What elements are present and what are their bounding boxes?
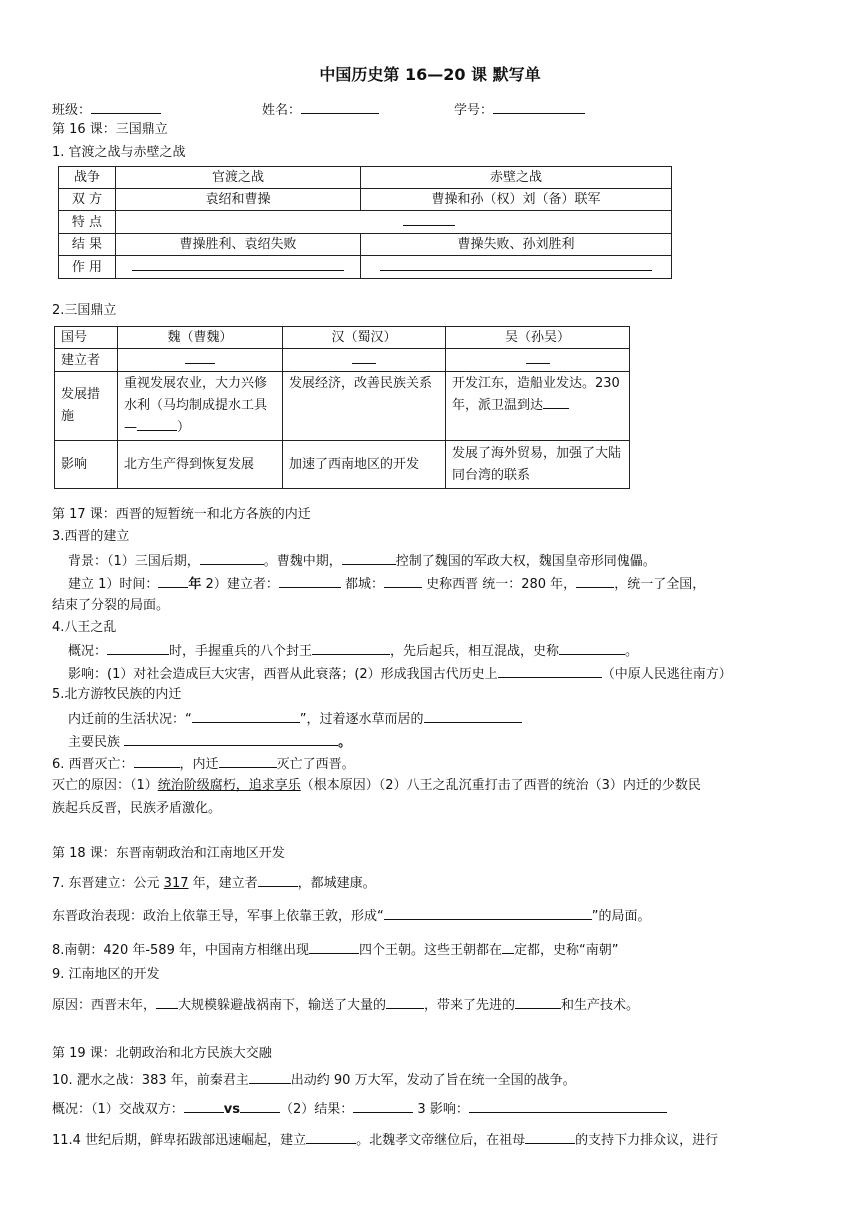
section-7-line: 7. 东晋建立：公元 317 年，建立者 ，都城建康。 <box>52 873 376 893</box>
han-founder-blank[interactable] <box>352 350 376 364</box>
blank[interactable] <box>384 906 592 920</box>
student-id-field <box>454 100 585 120</box>
lesson-18-heading: 第 18 课：东晋南朝政治和江南地区开发 <box>52 846 285 861</box>
cell-blank <box>283 349 446 372</box>
effect-guandu-blank[interactable] <box>132 257 344 271</box>
section-2-heading: 2.三国鼎立 <box>52 303 117 318</box>
section-11-line: 11.4 世纪后期，鲜卑拓跋部迅速崛起，建立 。北魏孝文帝继位后，在祖母 的支持下力排众议，进行 <box>52 1130 718 1150</box>
cell-value: 曹操失败、孙刘胜利 <box>361 234 672 256</box>
cell-blank <box>446 349 630 372</box>
cell-blank <box>116 256 361 279</box>
effect-chibi-blank[interactable] <box>380 257 652 271</box>
establish-line: 建立 1）时间： 年 2）建立者： 都城： 史称西晋 统一：280 年， ，统一了全国， <box>68 574 705 594</box>
cell-header: 国号 <box>55 327 118 349</box>
cell-value <box>446 372 630 441</box>
wu-founder-blank[interactable] <box>526 350 550 364</box>
establish-line-2: 结束了分裂的局面。 <box>52 598 170 613</box>
cell-header: 战争 <box>59 167 116 189</box>
blank[interactable] <box>576 574 614 588</box>
cell-label: 发展措施 <box>55 372 118 441</box>
blank[interactable] <box>306 1130 356 1144</box>
cell-label: 建立者 <box>55 349 118 372</box>
section-3-heading: 3.西晋的建立 <box>52 529 130 544</box>
cell-header: 官渡之战 <box>116 167 361 189</box>
section-8-line: 8.南朝：420 年-589 年，中国南方相继出现 四个王朝。这些王朝都在 定都，史称“南朝” <box>52 940 619 960</box>
wei-founder-blank[interactable] <box>185 350 215 364</box>
cell-value: 发展经济，改善民族关系 <box>283 372 446 441</box>
blank[interactable] <box>258 873 298 887</box>
cell-header: 吴（孙吴） <box>446 327 630 349</box>
blank[interactable] <box>192 709 300 723</box>
fall-reason-line: 灭亡的原因：（1）统治阶级腐朽，追求享乐（根本原因）（2）八王之乱沉重打击了西晋的统治（3）内迁的少数民 <box>52 778 701 793</box>
overview-line: 概况： 时，手握重兵的八个封王 ，先后起兵，相互混战，史称 。 <box>68 641 638 661</box>
blank[interactable] <box>240 1099 280 1113</box>
name-label: 姓名： <box>262 103 302 118</box>
blank[interactable] <box>219 754 277 768</box>
cell-blank <box>118 349 283 372</box>
blank[interactable] <box>353 1099 413 1113</box>
name-blank[interactable] <box>301 100 379 114</box>
blank[interactable] <box>525 1130 575 1144</box>
section-4-heading: 4.八王之乱 <box>52 620 117 635</box>
wei-tool-blank[interactable] <box>137 417 177 431</box>
blank[interactable] <box>200 551 264 565</box>
cell-value: 袁绍和曹操 <box>116 189 361 211</box>
page-title: 中国历史第 16—20 课 默写单 <box>319 65 541 84</box>
cell-value: 发展了海外贸易，加强了大陆同台湾的联系 <box>446 441 630 489</box>
blank[interactable] <box>134 754 180 768</box>
blank[interactable] <box>559 641 625 655</box>
blank[interactable] <box>124 732 338 746</box>
blank[interactable] <box>469 1099 667 1113</box>
id-label: 学号： <box>454 103 494 118</box>
cell-label: 结 果 <box>59 234 116 256</box>
section-6-line: 6. 西晋灭亡： ，内迁 灭亡了西晋。 <box>52 754 355 774</box>
lesson-19-heading: 第 19 课：北朝政治和北方民族大交融 <box>52 1046 272 1061</box>
reason-line: 原因：西晋末年， 大规模躲避战祸南下，输送了大量的 ，带来了先进的 和生产技术。 <box>52 995 639 1015</box>
nomad-life-line: 内迁前的生活状况：“ ”，过着逐水草而居的 <box>68 709 522 729</box>
cell-label: 作 用 <box>59 256 116 279</box>
lesson-16-heading: 第 16 课：三国鼎立 <box>52 122 168 137</box>
cell-value: 北方生产得到恢复发展 <box>118 441 283 489</box>
cell-value: 加速了西南地区的开发 <box>283 441 446 489</box>
blank[interactable] <box>279 574 341 588</box>
politics-line: 东晋政治表现：政治上依靠王导，军事上依靠王敦，形成“ ”的局面。 <box>52 906 651 926</box>
section-9-heading: 9. 江南地区的开发 <box>52 967 160 982</box>
cell-value <box>118 372 283 441</box>
section-1-heading: 1. 官渡之战与赤壁之战 <box>52 145 186 160</box>
blank[interactable] <box>342 551 396 565</box>
battles-table <box>58 166 672 279</box>
name-field <box>262 100 379 120</box>
class-label: 班级： <box>52 103 92 118</box>
blank[interactable] <box>158 574 188 588</box>
blank[interactable] <box>384 574 422 588</box>
feature-cell <box>116 211 672 234</box>
blank[interactable] <box>309 940 359 954</box>
cell-header: 赤壁之战 <box>361 167 672 189</box>
blank[interactable] <box>184 1099 224 1113</box>
feature-blank[interactable] <box>403 212 455 226</box>
section-5-heading: 5.北方游牧民族的内迁 <box>52 687 182 702</box>
section-10-line: 10. 淝水之战：383 年，前秦君主 出动约 90 万大军，发动了旨在统一全国的战争。 <box>52 1070 576 1090</box>
blank[interactable] <box>312 641 390 655</box>
cell-header: 汉（蜀汉） <box>283 327 446 349</box>
class-field <box>52 100 161 120</box>
cell-label: 双 方 <box>59 189 116 211</box>
background-line: 背景：（1）三国后期， 。曹魏中期， 控制了魏国的军政大权，魏国皇帝形同傀儡。 <box>68 551 656 571</box>
blank[interactable] <box>424 709 522 723</box>
blank[interactable] <box>386 995 424 1009</box>
blank[interactable] <box>156 995 178 1009</box>
blank[interactable] <box>502 940 514 954</box>
class-blank[interactable] <box>91 100 161 114</box>
lesson-17-heading: 第 17 课：西晋的短暂统一和北方各族的内迁 <box>52 507 311 522</box>
cell-value: 曹操和孙（权）刘（备）联军 <box>361 189 672 211</box>
cell-label: 特 点 <box>59 211 116 234</box>
wu-measure-text: 开发江东，造船业发达。230 年，派卫温到达 <box>452 376 620 413</box>
wei-measure-end: ） <box>177 420 191 435</box>
blank[interactable] <box>107 641 169 655</box>
blank[interactable] <box>515 995 561 1009</box>
feishui-overview-line: 概况：（1）交战双方： vs （2）结果： 3 影响： <box>52 1099 667 1119</box>
wu-dest-blank[interactable] <box>543 395 569 409</box>
blank[interactable] <box>249 1070 291 1084</box>
three-kingdoms-table <box>54 326 630 489</box>
blank[interactable] <box>498 664 602 678</box>
wei-measure-text: 重视发展农业，大力兴修水利（马均制成提水工具— <box>124 376 268 435</box>
fall-reason-line-2: 族起兵反晋，民族矛盾激化。 <box>52 801 222 816</box>
cell-label: 影响 <box>55 441 118 489</box>
cell-header: 魏（曹魏） <box>118 327 283 349</box>
main-peoples-line: 主要民族 。 <box>68 732 351 752</box>
influence-line: 影响：(1）对社会造成巨大灾害，西晋从此衰落；(2）形成我国古代历史上 （中原人民逃往南方） <box>68 664 732 684</box>
cell-blank <box>361 256 672 279</box>
id-blank[interactable] <box>493 100 585 114</box>
cell-value: 曹操胜利、袁绍失败 <box>116 234 361 256</box>
